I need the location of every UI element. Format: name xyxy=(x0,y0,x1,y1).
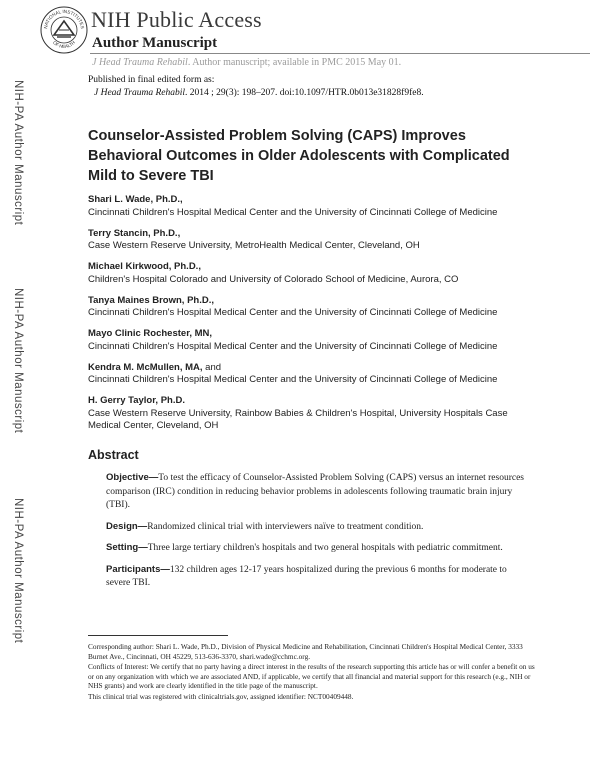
author-entry xyxy=(88,328,538,353)
author-name xyxy=(88,261,538,274)
seal-text-bottom: OF HEALTH xyxy=(51,39,77,50)
header-divider xyxy=(90,53,590,54)
author-list xyxy=(88,194,538,441)
author-affiliation: Case Western Reserve University, MetroHealth Medical Center, Cleveland, OH xyxy=(88,240,420,251)
author-affiliation: Cincinnati Children's Hospital Medical Center and the University of Cincinnati College of Medicine xyxy=(88,307,498,318)
author-name xyxy=(88,362,538,375)
citation-details: . 2014 ; 29(3): 198–207. doi:10.1097/HTR.0b013e31828f9fe8. xyxy=(185,88,424,98)
abstract-section-label: Design— xyxy=(106,520,148,532)
citation xyxy=(88,87,424,100)
author-name-text: Shari L. Wade, Ph.D., xyxy=(88,194,183,205)
author-entry xyxy=(88,295,538,320)
author-entry xyxy=(88,228,538,253)
author-affiliation: Children's Hospital Colorado and University of Colorado School of Medicine, Aurora, CO xyxy=(88,273,459,285)
footnote-trial-registration: This clinical trial was registered with clinicaltrials.gov, assigned identifier: NCT00409448. xyxy=(88,691,354,701)
author-name xyxy=(88,295,538,308)
footnote-divider xyxy=(88,635,228,636)
abstract-section-label: Objective— xyxy=(106,472,159,483)
footnote-conflicts-of-interest: Conflicts of Interest: We certify that no party having a direct interest in the results of the research supporting this article has or will confer a benefit on us or on any organization with which we are associated AND, if applicable, we certify that all financial and material support for this research (e.g., NIH or NHS grants) and work are clearly identified in the title page of the manuscript. xyxy=(88,662,535,690)
author-name-text: H. Gerry Taylor, Ph.D. xyxy=(88,395,185,406)
side-label-author-manuscript: NIH-PA Author Manuscript xyxy=(12,498,24,644)
pmc-availability-line xyxy=(92,57,401,68)
citation-journal: J Head Trauma Rehabil xyxy=(94,88,186,98)
published-label: Published in final edited form as: xyxy=(88,75,215,85)
author-name xyxy=(88,395,538,408)
nih-seal-logo xyxy=(40,6,88,54)
author-name-text: Terry Stancin, Ph.D., xyxy=(88,227,181,239)
footnote-corresponding-author: Corresponding author: Shari L. Wade, Ph.D., Division of Physical Medicine and Rehabilitation, Cincinnati Children's Hospital Medical Center, 3333 Burnet Ave., Cincinnati, OH 45229, 513-636-3370, shari.wade@cchmc.org. xyxy=(88,642,523,661)
author-name-text: Mayo Clinic Rochester, MN, xyxy=(88,328,213,339)
journal-abbrev: J Head Trauma Rehabil xyxy=(92,57,188,68)
abstract-section-text: To test the efficacy of Counselor-Assisted Problem Solving (CAPS) versus an internet resources comparison (IRC) condition in reducing behavior problems in adolescents following traumatic brain injury (TBI). xyxy=(106,473,524,510)
abstract-body xyxy=(106,471,526,598)
author-affiliation: Cincinnati Children's Hospital Medical Center and the University of Cincinnati College of Medicine xyxy=(88,340,498,352)
side-label-author-manuscript: NIH-PA Author Manuscript xyxy=(12,80,24,226)
author-entry xyxy=(88,395,538,433)
abstract-heading: Abstract xyxy=(88,448,139,462)
abstract-section-text: 132 children ages 12-17 years hospitalized during the previous 6 months for moderate to severe TBI. xyxy=(106,564,507,588)
abstract-setting xyxy=(106,541,526,556)
side-label-author-manuscript: NIH-PA Author Manuscript xyxy=(12,288,24,434)
abstract-section-label: Participants— xyxy=(106,563,170,575)
nih-public-access-title: NIH Public Access xyxy=(91,7,262,32)
author-conj: and xyxy=(202,361,222,373)
svg-text:OF HEALTH xyxy=(52,40,76,49)
seal-text-top: NATIONAL INSTITUTES xyxy=(43,8,85,30)
author-name-text: Tanya Maines Brown, Ph.D., xyxy=(88,294,214,306)
footnotes xyxy=(88,642,538,702)
abstract-participants xyxy=(106,563,526,591)
author-affiliation: Case Western Reserve University, Rainbow Babies & Children's Hospital, University Hospitals Case Medical Center, Cleveland, OH xyxy=(88,407,508,431)
masthead xyxy=(40,6,560,68)
author-entry xyxy=(88,261,538,286)
author-affiliation: Cincinnati Children's Hospital Medical Center and the University of Cincinnati College of Medicine xyxy=(88,374,498,385)
author-entry xyxy=(88,362,538,387)
abstract-section-label: Setting— xyxy=(106,542,148,553)
author-name-text: Michael Kirkwood, Ph.D., xyxy=(88,261,201,272)
author-name xyxy=(88,228,538,241)
abstract-section-text: Randomized clinical trial with interviewers naïve to treatment condition. xyxy=(147,521,424,532)
author-entry xyxy=(88,194,538,219)
author-name xyxy=(88,328,538,341)
author-affiliation: Cincinnati Children's Hospital Medical Center and the University of Cincinnati College of Medicine xyxy=(88,206,498,218)
author-name xyxy=(88,194,538,207)
author-manuscript-label: Author Manuscript xyxy=(92,35,218,51)
article-title: Counselor-Assisted Problem Solving (CAPS) Improves Behavioral Outcomes in Older Adolescents with Complicated Mild to Severe TBI xyxy=(88,128,510,184)
abstract-objective xyxy=(106,471,526,513)
availability-text: . Author manuscript; available in PMC 2015 May 01. xyxy=(187,57,402,68)
abstract-section-text: Three large tertiary children's hospitals and two general hospitals with pediatric commitment. xyxy=(147,543,503,553)
publication-info xyxy=(88,74,424,100)
author-name-text: Kendra M. McMullen, MA, xyxy=(88,361,203,373)
abstract-design xyxy=(106,520,526,535)
